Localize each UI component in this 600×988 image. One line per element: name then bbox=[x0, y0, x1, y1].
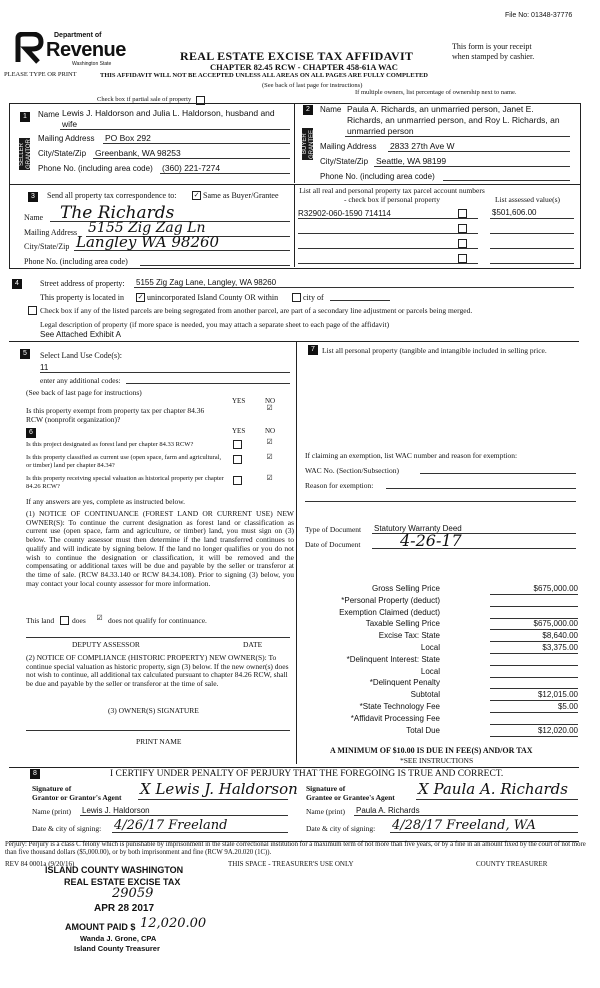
assessed-header: List assessed value(s) bbox=[495, 195, 560, 204]
certify-statement: I CERTIFY UNDER PENALTY OF PERJURY THAT THE FOREGOING IS TRUE AND CORRECT. bbox=[110, 769, 504, 779]
corr-name-label: Name bbox=[24, 213, 44, 222]
seller-name-2: wife bbox=[62, 119, 78, 129]
fee-value: $675,000.00 bbox=[490, 619, 578, 630]
treasurer-space: THIS SPACE - TREASURER'S USE ONLY bbox=[228, 860, 354, 868]
fee-label: *Delinquent Interest: State bbox=[346, 654, 440, 664]
unincorporated-checkbox[interactable]: ✓ bbox=[137, 293, 144, 301]
grantor-name-label: Name (print) bbox=[32, 807, 71, 816]
fee-row bbox=[300, 631, 578, 642]
fee-label: *Personal Property (deduct) bbox=[341, 595, 440, 605]
file-number: File No: 01348-37776 bbox=[505, 12, 573, 19]
yes-header-2: YES bbox=[232, 427, 246, 435]
section-7-badge: 7 bbox=[308, 345, 318, 355]
grantee-name-label: Name (print) bbox=[306, 807, 345, 816]
exempt-no-check[interactable]: ☑ bbox=[266, 404, 273, 412]
fee-row bbox=[300, 584, 578, 595]
fee-label: *Delinquent Penalty bbox=[369, 678, 440, 688]
unincorporated-label: unincorporated Island County OR within bbox=[147, 293, 279, 302]
fee-value: $12,015.00 bbox=[490, 690, 578, 701]
fee-value: $675,000.00 bbox=[490, 584, 578, 595]
forest-yes-checkbox[interactable] bbox=[233, 440, 242, 449]
print-name-label: PRINT NAME bbox=[136, 737, 182, 746]
fee-row bbox=[300, 702, 578, 713]
rev-number: REV 84 0001a (9/20/16) bbox=[5, 860, 75, 868]
legal-value: See Attached Exhibit A bbox=[40, 330, 121, 339]
fee-value bbox=[490, 608, 578, 619]
street-address: 5155 Zig Zag Lane, Langley, WA 98260 bbox=[136, 278, 277, 287]
deputy-assessor-label: DEPUTY ASSESSOR bbox=[72, 640, 140, 649]
seller-name-label: Name bbox=[38, 110, 60, 119]
fee-label: *Affidavit Processing Fee bbox=[350, 713, 440, 723]
section-5-badge: 5 bbox=[20, 349, 30, 359]
land-use-label: Select Land Use Code(s): bbox=[40, 351, 122, 360]
fee-row bbox=[300, 714, 578, 725]
grantee-name: Paula A. Richards bbox=[356, 806, 420, 815]
grantee-date: 4/28/17 Freeland, WA bbox=[392, 818, 536, 833]
buyer-vlabel: BUYER GRANTEE bbox=[302, 129, 315, 159]
section-2-badge: 2 bbox=[303, 105, 313, 115]
receipt-note: This form is your receipt when stamped by cashier. bbox=[452, 42, 535, 61]
fee-value: $12,020.00 bbox=[490, 726, 578, 737]
street-label: Street address of property: bbox=[40, 279, 125, 288]
see-back-note: (See back of last page for instructions) bbox=[262, 82, 363, 89]
exemption-label: If claiming an exemption, list WAC number and reason for exemption: bbox=[305, 451, 518, 460]
fee-value bbox=[490, 678, 578, 689]
forest-question: Is this project designated as forest land per chapter 84.33 RCW? bbox=[26, 441, 194, 448]
owner-signature-label: (3) OWNER(S) SIGNATURE bbox=[108, 706, 199, 715]
perjury-notice: Perjury: Perjury is a class C felony which is punishable by imprisonment in the state correctional institution for a maximum term of not more than five years, or by a fine in an amount fixed by the court of not more than five thousand dollars ($5,000.00), or by both imprisonment and fine (RCW 9A.20.020 (1C)). bbox=[5, 841, 586, 856]
corr-phone-label: Phone No. (including area code) bbox=[24, 257, 128, 266]
fee-label: Total Due bbox=[406, 725, 440, 735]
section-6-badge: 6 bbox=[26, 428, 36, 438]
fee-label: Gross Selling Price bbox=[371, 584, 440, 593]
corr-mail: 5155 Zig Zag Ln bbox=[88, 220, 206, 236]
historic-no-check[interactable]: ☑ bbox=[266, 474, 273, 482]
seller-vlabel: SELLER GRANTOR bbox=[19, 139, 32, 169]
personal-property-label: List all personal property (tangible and intangible included in selling price. bbox=[322, 346, 547, 355]
same-as-buyer-checkbox[interactable]: ✓ bbox=[193, 191, 200, 199]
stamp-amount: 12,020.00 bbox=[140, 916, 207, 931]
grantor-sig-label: Signature of Grantor or Grantor's Agent bbox=[32, 784, 122, 802]
section-3-badge: 3 bbox=[28, 192, 38, 202]
corr-mail-label: Mailing Address bbox=[24, 228, 78, 237]
no-header-1: NO bbox=[265, 397, 276, 405]
seller-mail-label: Mailing Address bbox=[38, 134, 95, 143]
logo-word: Revenue bbox=[46, 39, 126, 61]
corr-name: The Richards bbox=[60, 203, 175, 223]
grantor-date-label: Date & city of signing: bbox=[32, 824, 102, 833]
buyer-name-2: Richards, an unmarried person, and Roy L. Richards, an bbox=[347, 115, 560, 125]
does-qualify-checkbox[interactable] bbox=[60, 616, 69, 625]
personal-property-checkbox-3[interactable] bbox=[458, 239, 467, 248]
multi-owner-note: If multiple owners, list percentage of ownership next to name. bbox=[355, 89, 517, 96]
buyer-name: Paula A. Richards, an unmarried person, Janet E. bbox=[347, 104, 534, 114]
buyer-mail-label: Mailing Address bbox=[320, 142, 377, 151]
fee-label: Subtotal bbox=[410, 690, 440, 700]
parcel-number: R32902-060-1590 714114 bbox=[298, 209, 391, 218]
fee-label: Local bbox=[420, 666, 440, 676]
seller-city-label: City/State/Zip bbox=[38, 149, 87, 158]
seller-name: Lewis J. Haldorson and Julia L. Haldorson, husband and bbox=[62, 108, 275, 118]
fee-value bbox=[490, 596, 578, 607]
partial-sale-label: Check box if partial sale of property bbox=[97, 96, 192, 103]
seller-phone-label: Phone No. (including area code) bbox=[38, 164, 153, 173]
stamp-cpa: Wanda J. Grone, CPA bbox=[80, 934, 157, 943]
logo-state: Washington State bbox=[72, 61, 112, 67]
compliance-notice: (2) NOTICE OF COMPLIANCE (HISTORIC PROPERTY) NEW OWNER(S): To continue special valuation as historic property, sign (3) below. If the new owner(s) does not wish to continue, all additional tax calculated pursuant to chapter 84.26 RCW, shall be due and payable by the seller or transferor at the time of sale. bbox=[26, 653, 289, 689]
buyer-mail: 2833 27th Ave W bbox=[390, 141, 455, 151]
form-chapter: CHAPTER 82.45 RCW - CHAPTER 458-61A WAC bbox=[210, 62, 398, 72]
fee-value bbox=[490, 714, 578, 725]
city-of-checkbox[interactable] bbox=[292, 293, 301, 302]
buyer-name-3: unmarried person bbox=[347, 126, 414, 136]
stamp-number: 29059 bbox=[112, 886, 154, 901]
parcel-header: List all real and personal property tax parcel account numbers - check box if personal property bbox=[299, 186, 485, 204]
grantor-signature: X Lewis J. Haldorson bbox=[140, 780, 298, 798]
personal-property-checkbox-4[interactable] bbox=[458, 254, 467, 263]
fee-row bbox=[300, 596, 578, 607]
if-any-yes: If any answers are yes, complete as instructed below. bbox=[26, 497, 186, 506]
fee-label: Exemption Claimed (deduct) bbox=[339, 607, 440, 617]
fee-row bbox=[300, 655, 578, 666]
stamp-date: APR 28 2017 bbox=[94, 903, 155, 914]
segregated-label: Check box if any of the listed parcels are being segregated from another parcel, are part of a secondary line adjustment or parcels being merged. bbox=[40, 306, 473, 315]
seller-phone: (360) 221-7274 bbox=[162, 163, 221, 173]
form-title: REAL ESTATE EXCISE TAX AFFIDAVIT bbox=[180, 49, 414, 63]
segregated-checkbox[interactable] bbox=[28, 306, 37, 315]
fee-value: $5.00 bbox=[490, 702, 578, 713]
fee-value: $8,640.00 bbox=[490, 631, 578, 642]
personal-property-checkbox-2[interactable] bbox=[458, 224, 467, 233]
additional-codes-label: enter any additional codes: bbox=[40, 376, 121, 385]
doc-type: Statutory Warranty Deed bbox=[374, 524, 462, 533]
section-1-badge: 1 bbox=[20, 112, 30, 122]
historic-question: Is this property receiving special valuation as historical property per chapter 84.26 RCW? bbox=[26, 475, 224, 490]
stamp-treasurer: Island County Treasurer bbox=[74, 944, 160, 953]
does-label: does bbox=[72, 616, 86, 625]
send-label: Send all property tax correspondence to: bbox=[47, 191, 177, 200]
does-not-label: does not qualify for continuance. bbox=[108, 616, 207, 625]
county-treasurer-label: COUNTY TREASURER bbox=[476, 860, 548, 868]
fee-label: *State Technology Fee bbox=[359, 702, 440, 711]
city-of-label: city of bbox=[303, 293, 324, 302]
fee-value bbox=[490, 655, 578, 666]
reason-label: Reason for exemption: bbox=[305, 481, 374, 490]
fee-row bbox=[300, 608, 578, 619]
section-8-badge: 8 bbox=[30, 769, 40, 779]
section-4-badge: 4 bbox=[12, 279, 22, 289]
fee-row bbox=[300, 667, 578, 678]
current-use-no-check[interactable]: ☑ bbox=[266, 453, 273, 461]
fee-value: $3,375.00 bbox=[490, 643, 578, 654]
grantee-signature: X Paula A. Richards bbox=[418, 780, 568, 798]
exempt-question: Is this property exempt from property tax per chapter 84.36 RCW (nonprofit organization)? bbox=[26, 406, 205, 424]
forest-no-check[interactable]: ☑ bbox=[266, 438, 273, 446]
does-not-qualify-check[interactable]: ☑ bbox=[96, 614, 103, 622]
fee-row bbox=[300, 643, 578, 654]
grantor-name: Lewis J. Haldorson bbox=[82, 806, 150, 815]
grantee-date-label: Date & city of signing: bbox=[306, 824, 376, 833]
fee-row bbox=[300, 678, 578, 689]
fee-row bbox=[300, 619, 578, 630]
historic-yes-checkbox[interactable] bbox=[233, 476, 242, 485]
seller-city: Greenbank, WA 98253 bbox=[95, 148, 181, 158]
buyer-city: Seattle, WA 98199 bbox=[376, 156, 447, 166]
logo-dept: Department of bbox=[54, 32, 102, 39]
assessor-date-label: DATE bbox=[243, 640, 263, 649]
continuance-notice: (1) NOTICE OF CONTINUANCE (FOREST LAND OR CURRENT USE) NEW OWNER(S): To continue the current designation as forest land or classification as current use (open space, farm and agriculture, or timber) land, you must sign on (3) below. The county assessor must then determine if the land transferred continues to qualify and will indicate by signing below. If the land no longer qualifies or you do not wish to continue the designation or classification, it will be removed and the compensating or additional taxes will be due and payable by the seller or transferor at the time of sale. (RCW 84.33.140 or RCW 84.34.108). Prior to signing (3) below, you may contact your local county assessor for more information. bbox=[26, 509, 294, 588]
this-land-label: This land bbox=[26, 616, 55, 625]
land-use-code: 11 bbox=[40, 363, 49, 372]
fee-row bbox=[300, 726, 578, 737]
buyer-name-label: Name bbox=[320, 105, 342, 114]
buyer-phone-label: Phone No. (including area code) bbox=[320, 172, 435, 181]
stamp-amount-label: AMOUNT PAID $ bbox=[65, 922, 136, 932]
please-type: PLEASE TYPE OR PRINT bbox=[4, 71, 77, 78]
wac-label: WAC No. (Section/Subsection) bbox=[305, 466, 399, 475]
assessed-value: $501,606.00 bbox=[492, 208, 537, 217]
revenue-logo bbox=[14, 30, 124, 70]
stamp-tax: REAL ESTATE EXCISE TAX bbox=[64, 877, 181, 887]
buyer-city-label: City/State/Zip bbox=[320, 157, 369, 166]
current-use-question: Is this property classified as current use (open space, farm and agricultural, or timber) land per chapter 84.34? bbox=[26, 454, 222, 469]
corr-city: Langley WA 98260 bbox=[76, 233, 220, 251]
doc-date: 4-26-17 bbox=[400, 531, 462, 550]
land-use-see-back: (See back of last page for instructions) bbox=[26, 388, 142, 397]
doc-date-label: Date of Document bbox=[305, 540, 361, 549]
fee-value bbox=[490, 667, 578, 678]
grantee-sig-label: Signature of Grantee or Grantee's Agent bbox=[306, 784, 395, 802]
doc-type-label: Type of Document bbox=[305, 525, 362, 534]
located-label: This property is located in bbox=[40, 293, 124, 302]
yes-header-1: YES bbox=[232, 397, 246, 405]
stamp-county: ISLAND COUNTY WASHINGTON bbox=[45, 865, 184, 875]
fee-label: Taxable Selling Price bbox=[365, 619, 440, 629]
fee-label: Local bbox=[420, 643, 440, 652]
grantor-date: 4/26/17 Freeland bbox=[114, 818, 228, 833]
see-instructions: *SEE INSTRUCTIONS bbox=[400, 756, 474, 765]
personal-property-checkbox-1[interactable] bbox=[458, 209, 467, 218]
fee-label: Excise Tax: State bbox=[378, 631, 440, 641]
revenue-r-icon bbox=[14, 32, 44, 64]
no-header-2: NO bbox=[265, 427, 276, 435]
minimum-due: A MINIMUM OF $10.00 IS DUE IN FEE(S) AND/OR TAX bbox=[330, 746, 533, 755]
current-use-yes-checkbox[interactable] bbox=[233, 455, 242, 464]
corr-city-label: City/State/Zip bbox=[24, 242, 70, 251]
fee-row bbox=[300, 690, 578, 701]
seller-mail: PO Box 292 bbox=[105, 133, 151, 143]
legal-label: Legal description of property (if more space is needed, you may attach a separate sheet to each page of the affidavit) bbox=[40, 320, 390, 329]
warning-text: THIS AFFIDAVIT WILL NOT BE ACCEPTED UNLESS ALL AREAS ON ALL PAGES ARE FULLY COMPLETED bbox=[100, 72, 428, 79]
same-as-buyer-label: Same as Buyer/Grantee bbox=[203, 191, 279, 200]
